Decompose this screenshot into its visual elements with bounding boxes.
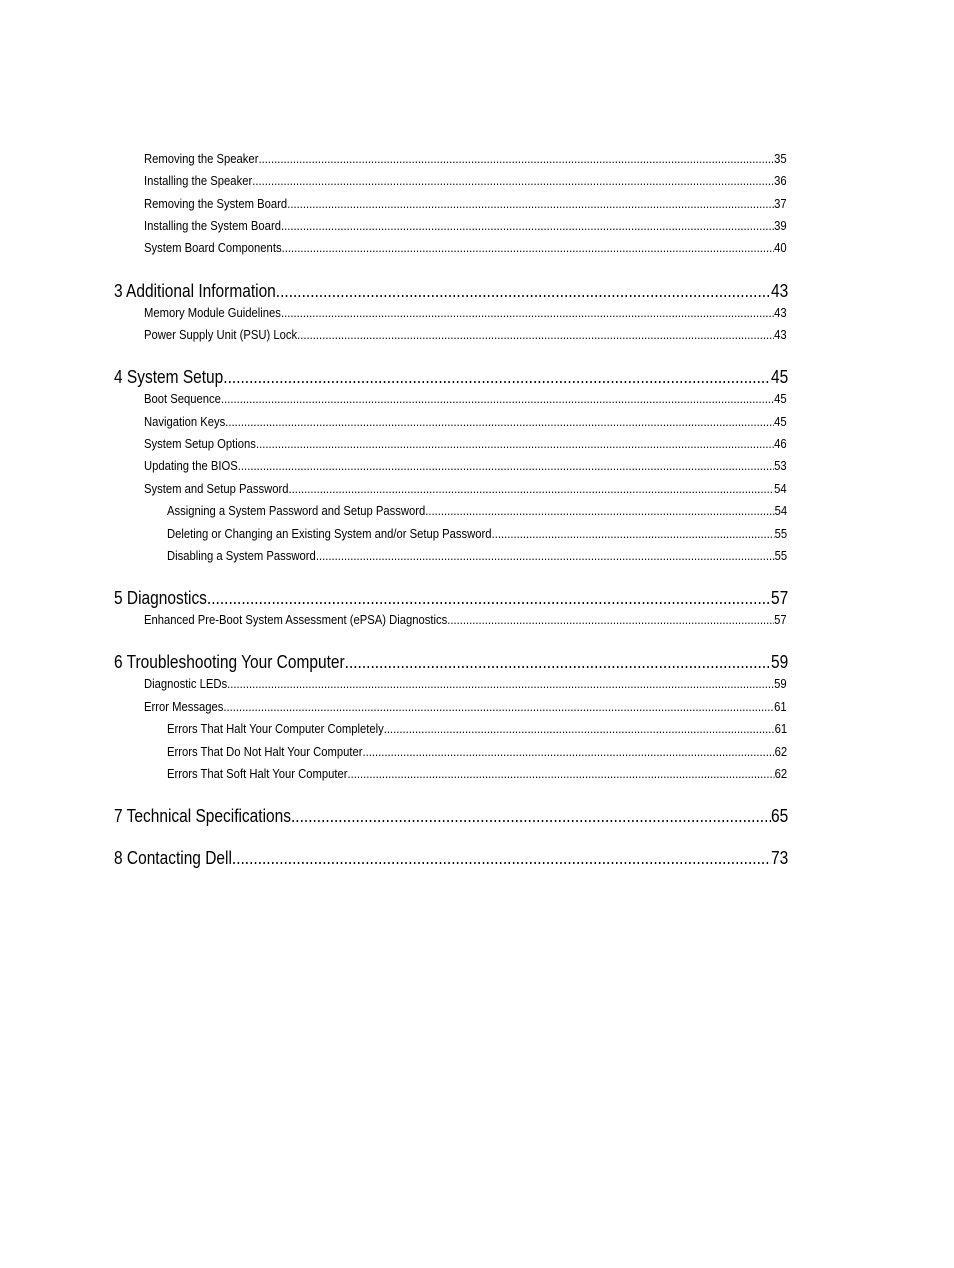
toc-section-entry[interactable] <box>167 767 787 781</box>
toc-entry-page-number: 53 <box>774 459 787 473</box>
toc-entry-page-number: 39 <box>774 219 787 233</box>
toc-dot-leader <box>281 306 774 320</box>
toc-section-entry[interactable] <box>167 549 787 563</box>
toc-entry-page-number: 55 <box>774 527 788 541</box>
toc-entry-page-number: 62 <box>774 767 788 781</box>
toc-entry-title: Installing the Speaker <box>144 174 253 188</box>
toc-entry-title: Navigation Keys <box>144 415 226 429</box>
toc-section-entry[interactable] <box>144 437 787 451</box>
toc-section-entry[interactable] <box>144 482 787 496</box>
toc-entry-page-number: 46 <box>774 437 787 451</box>
toc-entry-title: Errors That Do Not Halt Your Computer <box>167 745 363 759</box>
toc-section-entry[interactable] <box>144 197 787 211</box>
toc-entry-title: System Board Components <box>144 241 282 255</box>
toc-entry-title: Memory Module Guidelines <box>144 306 281 320</box>
toc-section-entry[interactable] <box>144 392 787 406</box>
toc-section-entry[interactable] <box>144 219 787 233</box>
toc-dot-leader <box>447 613 774 627</box>
toc-dot-leader <box>492 527 775 541</box>
toc-entry-title: Removing the Speaker <box>144 152 259 166</box>
toc-chapter-entry[interactable] <box>114 652 788 673</box>
toc-section-entry[interactable] <box>144 174 787 188</box>
toc-entry-page-number: 43 <box>771 281 789 301</box>
toc-dot-leader <box>345 652 771 673</box>
toc-entry-title: Updating the BIOS <box>144 459 238 473</box>
toc-section-entry[interactable] <box>144 459 787 473</box>
toc-dot-leader <box>276 281 771 302</box>
toc-section-entry[interactable] <box>144 700 787 714</box>
toc-entry-page-number: 43 <box>774 328 787 342</box>
toc-section-entry[interactable] <box>144 306 787 320</box>
toc-dot-leader <box>238 459 774 473</box>
toc-section-entry[interactable] <box>144 328 787 342</box>
toc-section-entry[interactable] <box>167 722 787 736</box>
toc-dot-leader <box>363 745 775 759</box>
toc-dot-leader <box>282 241 775 255</box>
toc-entry-title: System Setup Options <box>144 437 256 451</box>
toc-dot-leader <box>227 677 774 691</box>
toc-entry-page-number: 45 <box>771 367 789 387</box>
toc-dot-leader <box>425 504 774 518</box>
toc-dot-leader <box>258 152 774 166</box>
toc-dot-leader <box>223 367 771 388</box>
toc-chapter-entry[interactable] <box>114 806 788 827</box>
toc-entry-title: Power Supply Unit (PSU) Lock <box>144 328 298 342</box>
toc-section-entry[interactable] <box>144 152 787 166</box>
toc-entry-title: 3 Additional Information <box>114 281 276 301</box>
toc-entry-title: 8 Contacting Dell <box>114 848 232 868</box>
toc-dot-leader <box>232 848 771 869</box>
toc-entry-title: Diagnostic LEDs <box>144 677 228 691</box>
toc-dot-leader <box>316 549 775 563</box>
toc-entry-page-number: 62 <box>774 745 788 759</box>
toc-entry-title: Boot Sequence <box>144 392 221 406</box>
toc-dot-leader <box>221 392 774 406</box>
toc-entry-title: 4 System Setup <box>114 367 224 387</box>
toc-entry-title: Enhanced Pre-Boot System Assessment (ePSA) Diagnostics <box>144 613 448 627</box>
toc-entry-page-number: 57 <box>771 588 789 608</box>
toc-entry-title: Assigning a System Password and Setup Password <box>167 504 426 518</box>
toc-dot-leader <box>207 588 771 609</box>
toc-dot-leader <box>348 767 775 781</box>
toc-dot-leader <box>291 806 771 827</box>
toc-chapter-entry[interactable] <box>114 848 788 869</box>
toc-entry-page-number: 61 <box>774 722 788 736</box>
toc-chapter-entry[interactable] <box>114 588 788 609</box>
toc-dot-leader <box>256 437 774 451</box>
toc-dot-leader <box>281 219 774 233</box>
toc-entry-title: Errors That Soft Halt Your Computer <box>167 767 348 781</box>
toc-entry-title: Removing the System Board <box>144 197 288 211</box>
toc-entry-page-number: 40 <box>774 241 787 255</box>
toc-entry-page-number: 54 <box>774 504 788 518</box>
toc-dot-leader <box>223 700 774 714</box>
toc-dot-leader <box>384 722 775 736</box>
toc-section-entry[interactable] <box>144 677 787 691</box>
toc-entry-page-number: 45 <box>774 415 787 429</box>
toc-entry-title: Disabling a System Password <box>167 549 316 563</box>
toc-entry-page-number: 36 <box>774 174 787 188</box>
toc-entry-page-number: 59 <box>774 677 787 691</box>
toc-entry-title: 7 Technical Specifications <box>114 806 291 826</box>
toc-entry-page-number: 35 <box>774 152 787 166</box>
toc-entry-page-number: 57 <box>774 613 787 627</box>
toc-section-entry[interactable] <box>144 613 787 627</box>
toc-section-entry[interactable] <box>144 241 787 255</box>
toc-entry-title: Error Messages <box>144 700 224 714</box>
toc-chapter-entry[interactable] <box>114 281 788 302</box>
toc-dot-leader <box>288 482 774 496</box>
toc-chapter-entry[interactable] <box>114 367 788 388</box>
toc-entry-title: 5 Diagnostics <box>114 588 207 608</box>
toc-section-entry[interactable] <box>167 745 787 759</box>
toc-entry-title: Errors That Halt Your Computer Completely <box>167 722 384 736</box>
toc-entry-page-number: 54 <box>774 482 787 496</box>
toc-entry-title: 6 Troubleshooting Your Computer <box>114 652 345 672</box>
toc-entry-page-number: 45 <box>774 392 787 406</box>
toc-section-entry[interactable] <box>167 504 787 518</box>
toc-dot-leader <box>297 328 774 342</box>
toc-entry-title: System and Setup Password <box>144 482 289 496</box>
toc-entry-page-number: 37 <box>774 197 787 211</box>
toc-entry-title: Installing the System Board <box>144 219 281 233</box>
toc-entry-page-number: 65 <box>771 806 789 826</box>
toc-entry-page-number: 73 <box>771 848 789 868</box>
toc-entry-title: Deleting or Changing an Existing System and/or Setup Password <box>167 527 492 541</box>
toc-entry-page-number: 59 <box>771 652 789 672</box>
toc-section-entry[interactable] <box>144 415 787 429</box>
toc-entry-page-number: 43 <box>774 306 787 320</box>
toc-entry-page-number: 55 <box>774 549 788 563</box>
toc-dot-leader <box>287 197 774 211</box>
toc-entry-page-number: 61 <box>774 700 787 714</box>
toc-dot-leader <box>225 415 774 429</box>
toc-section-entry[interactable] <box>167 527 787 541</box>
toc-dot-leader <box>252 174 774 188</box>
